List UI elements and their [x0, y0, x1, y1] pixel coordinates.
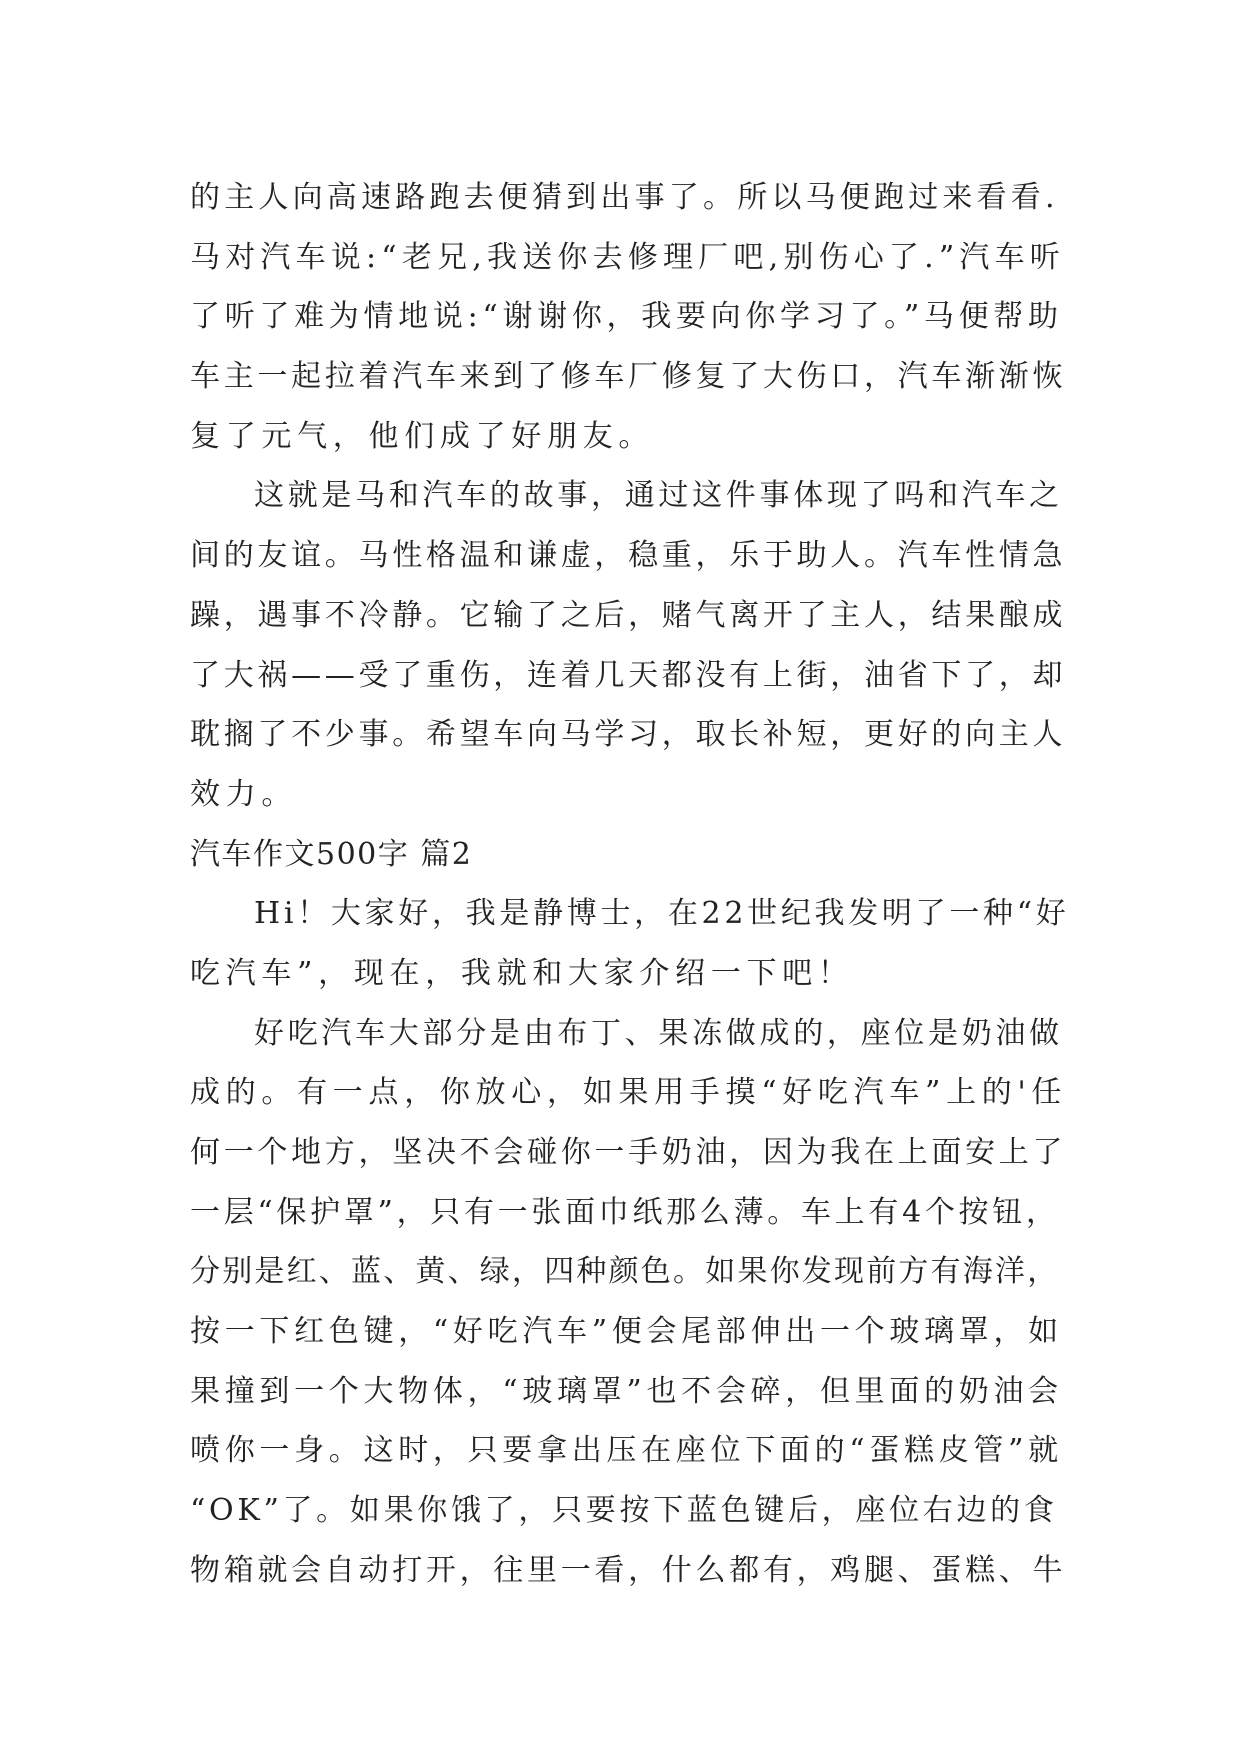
text-line: 按一下红色键，“好吃汽车”便会尾部伸出一个玻璃罩，如 [190, 1314, 1063, 1350]
document-body [190, 168, 1070, 1601]
paragraph-3 [190, 884, 1070, 1003]
text-line: 何一个地方，坚决不会碰你一手奶油，因为我在上面安上了 [190, 1135, 1067, 1170]
text-line: 吃汽车”，现在，我就和大家介绍一下吧！ [190, 955, 854, 991]
text-line: 喷你一身。这时，只要拿出压在座位下面的“蛋糕皮管”就 [190, 1433, 1063, 1469]
text-line: “OK”了。如果你饿了，只要按下蓝色键后，座位右边的食 [190, 1493, 1058, 1529]
text-line: 耽搁了不少事。希望车向马学习，取长补短，更好的向主人 [190, 717, 1067, 753]
text-line: 果撞到一个大物体，“玻璃罩”也不会碎，但里面的奶油会 [190, 1373, 1063, 1409]
paragraph-1 [190, 168, 1070, 466]
text-line: 马对汽车说:“老兄,我送你去修理厂吧,别伤心了.”汽车听 [190, 239, 1065, 275]
text-line: 效力。 [190, 776, 298, 812]
text-line: 了大祸——受了重伤，连着几天都没有上街，油省下了，却 [190, 657, 1067, 693]
section-heading: 汽车作文500字 篇2 [190, 836, 473, 872]
text-line: 一层“保护罩”，只有一张面巾纸那么薄。车上有4个按钮， [190, 1194, 1060, 1230]
text-line: 分别是红、蓝、黄、绿，四种颜色。如果你发现前方有海洋， [190, 1254, 1060, 1290]
paragraph-2 [190, 466, 1070, 824]
text-line: 成的。有一点，你放心，如果用手摸“好吃汽车”上的'任 [190, 1075, 1068, 1111]
text-line: 这就是马和汽车的故事，通过这件事体现了吗和汽车之 [254, 478, 1063, 514]
text-line: 复了元气，他们成了好朋友。 [190, 418, 655, 454]
text-line: Hi！大家好，我是静博士，在22世纪我发明了一种“好 [254, 896, 1070, 932]
text-line: 间的友谊。马性格温和谦虚，稳重，乐于助人。汽车性情急 [190, 538, 1067, 574]
text-line: 的主人向高速路跑去便猜到出事了。所以马便跑过来看看. [190, 180, 1059, 215]
text-line: 车主一起拉着汽车来到了修车厂修复了大伤口，汽车渐渐恢 [190, 359, 1067, 395]
paragraph-4 [190, 1004, 1070, 1601]
text-line: 好吃汽车大部分是由布丁、果冻做成的，座位是奶油做 [254, 1015, 1063, 1051]
text-line: 物箱就会自动打开，往里一看，什么都有，鸡腿、蛋糕、牛 [190, 1552, 1067, 1588]
text-line: 了听了难为情地说:“谢谢你，我要向你学习了。”马便帮助 [190, 299, 1063, 335]
text-line: 躁，遇事不冷静。它输了之后，赌气离开了主人，结果酿成 [190, 597, 1067, 633]
